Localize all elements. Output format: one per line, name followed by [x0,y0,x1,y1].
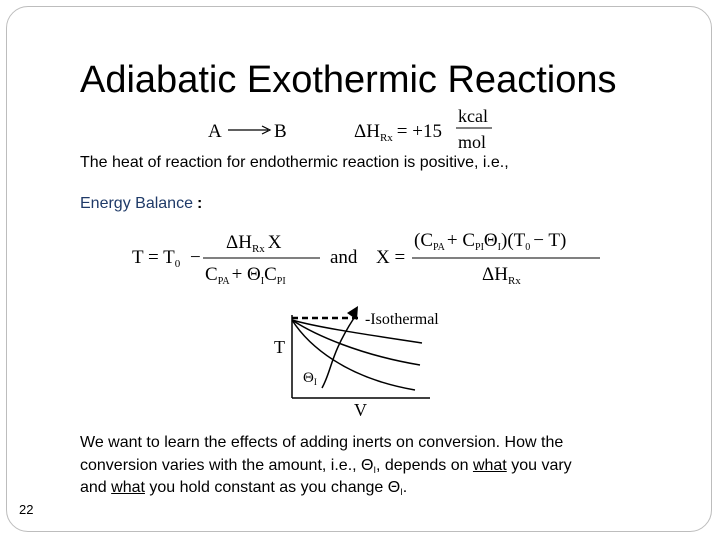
eq2-lhs: X = [376,247,406,268]
eq1-minus: − [190,247,201,268]
eq2-num-plus: + C [446,230,476,251]
energy-balance-heading [80,195,202,213]
eq2-den-sub: Rx [507,275,521,287]
eq2-num-tail-end: − T) [533,230,567,251]
graph-x-label: V [354,400,367,420]
eq2-num-b-sub: PI [475,242,484,253]
slide-title: Adiabatic Exothermic Reactions [80,59,617,101]
unit-numerator: kcal [458,106,488,126]
eq2-den-dh: ΔH [482,264,508,285]
unit-denominator: mol [458,132,487,152]
line3-part-b: you hold constant as you change Θ [144,479,401,496]
eq1-den-a-sub: PA [217,276,230,287]
delta-h-symbol: ΔH [354,121,380,142]
graph-y-label: T [274,337,285,357]
delta-h-value: = +15 [396,121,442,142]
delta-h-sub: Rx [379,132,393,144]
line3-part-c: . [402,479,408,496]
eq2-num-open: (C [414,230,433,251]
energy-balance-colon: : [196,195,203,212]
eq2-num-theta-sub: I [497,242,501,253]
line3-underlined-what: what [111,479,145,496]
reactant-a: A [208,121,222,142]
graph-theta-symbol: Θ [303,370,314,386]
product-b: B [274,121,287,142]
eq1-den-b-sub: PI [276,276,286,287]
eq1-num-dh: ΔH [226,232,252,253]
energy-balance-label: Energy Balance [80,195,193,212]
eq2-num-a-sub: PA [433,242,445,253]
eq1-lhs-text: T = T [132,247,175,268]
graph-theta-sub: I [313,377,317,387]
line2-underlined-what: what [472,457,507,474]
eq1-num-x: X [267,232,282,253]
line2-theta-sub: I [373,465,376,475]
isothermal-label: -Isothermal [365,311,439,328]
line3-part-a: and [80,479,112,496]
bottom-paragraph-line-3 [80,477,407,503]
eq1-den-plus: + Θ [231,264,261,285]
and-word: and [330,247,358,268]
eq1-den-theta-sub: I [260,276,265,287]
eq1-den-a: C [205,264,218,285]
eq2-num-tail: (T [507,230,526,251]
line2-part-b: , depends on [375,457,473,474]
heat-of-reaction-text: The heat of reaction for endothermic reaction is positive, i.e., [80,154,509,171]
eq2-num-theta: Θ [483,230,498,251]
line2-part-a: conversion varies with the amount, i.e., Θ [80,457,374,474]
bottom-paragraph-line-1: We want to learn the effects of adding inerts on conversion. How the [80,434,564,451]
page-number: 22 [19,502,34,517]
eq2-num-t-sub: 0 [525,242,531,253]
eq1-lhs-sub: 0 [174,258,181,270]
eq1-den-b: C [264,264,277,285]
eq1-num-sub: Rx [251,243,265,255]
line3-theta-sub: I [400,487,403,497]
eq2-num-close: ) [501,230,508,251]
line2-part-c: you vary [506,457,572,474]
